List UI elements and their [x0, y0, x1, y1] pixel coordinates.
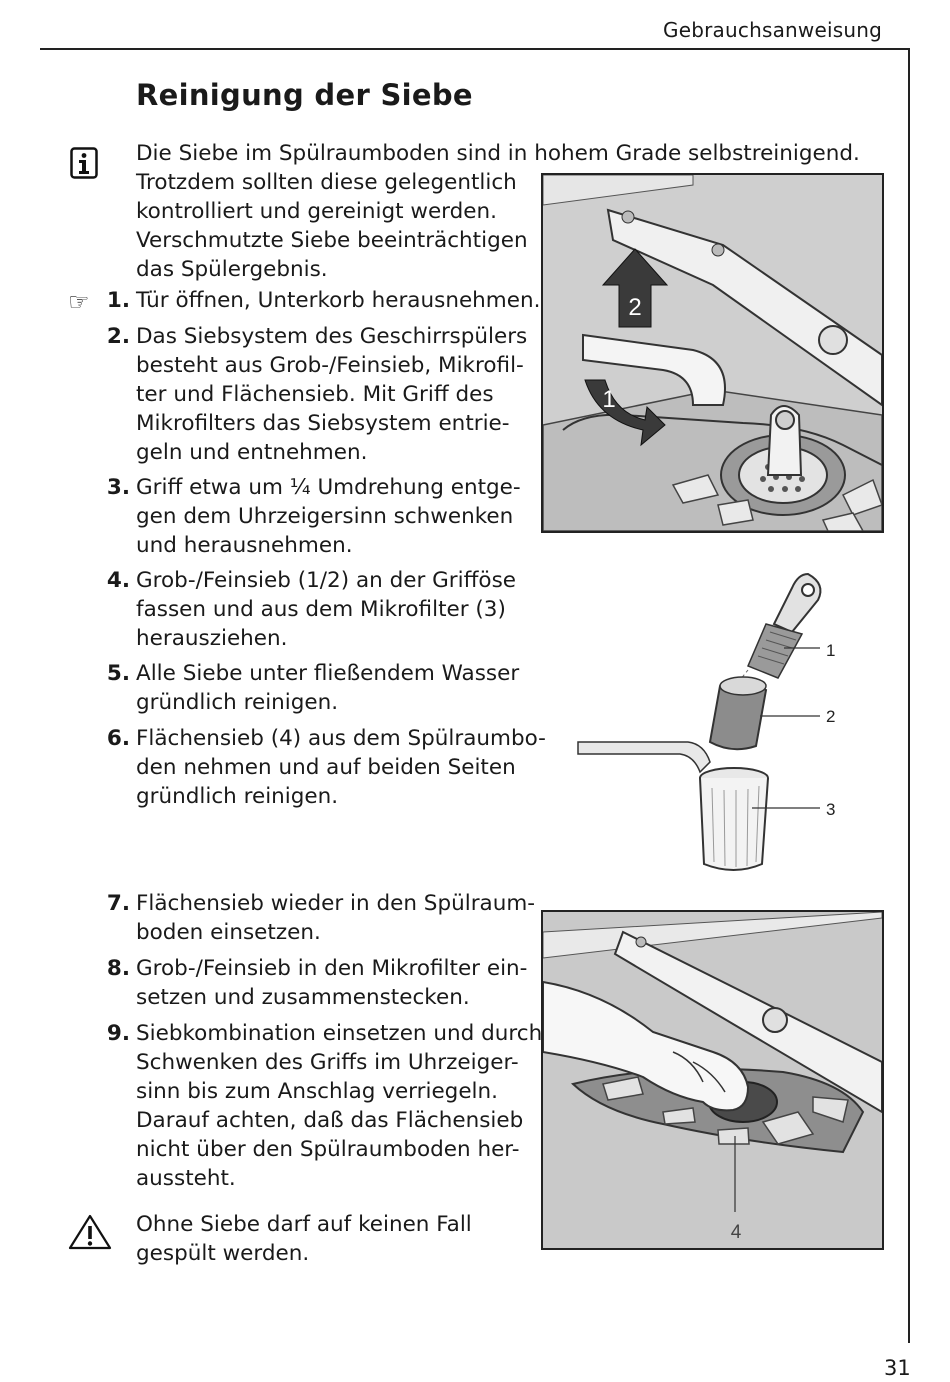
callout-1: 1 [826, 641, 836, 660]
step-number: 9. [106, 1021, 130, 1046]
step-text-line: Alle Siebe unter fließendem Wasser [136, 661, 520, 686]
step-text-line: fassen und aus dem Mikrofilter (3) [136, 597, 506, 622]
pointing-hand-icon: ☞ [68, 288, 90, 316]
step-text-line: sinn bis zum Anschlag verriegeln. [136, 1079, 498, 1104]
step-text-line: gründlich reinigen. [136, 690, 339, 715]
right-margin-rule [908, 48, 910, 1343]
filter-removal-illustration [541, 173, 884, 533]
warning-icon [68, 1214, 112, 1250]
info-line-5: das Spülergebnis. [136, 257, 328, 282]
filter-insertion-illustration [541, 910, 884, 1250]
step-text-line: und herausnehmen. [136, 533, 353, 558]
step-text-line: setzen und zusammenstecken. [136, 985, 470, 1010]
step-text-line: Darauf achten, daß das Flächensieb [136, 1108, 524, 1133]
step-text-line: Griff etwa um ¼ Umdrehung entge- [136, 475, 521, 500]
step-text-line: boden einsetzen. [136, 920, 321, 945]
warning-line-1: Ohne Siebe darf auf keinen Fall [136, 1212, 472, 1237]
arrow-up-label: 2 [628, 294, 642, 321]
info-line-4: Verschmutzte Siebe beeinträchtigen [136, 228, 528, 253]
step-text-line: aussteht. [136, 1166, 236, 1191]
step-text-line: Tür öffnen, Unterkorb herausnehmen. [136, 288, 541, 313]
step-text-line: ter und Flächensieb. Mit Griff des [136, 382, 494, 407]
filter-parts-illustration [570, 566, 850, 876]
step-number: 7. [106, 891, 130, 916]
step-text-line: gründlich reinigen. [136, 784, 339, 809]
callout-4: 4 [730, 1222, 742, 1243]
callout-3: 3 [826, 800, 836, 819]
step-text-line: herausziehen. [136, 626, 288, 651]
step-text-line: Schwenken des Griffs im Uhrzeiger- [136, 1050, 519, 1075]
arrow-down-label: 1 [602, 386, 616, 413]
step-text-line: Flächensieb (4) aus dem Spülraumbo- [136, 726, 546, 751]
info-line-1: Die Siebe im Spülraumboden sind in hohem Grade selbstreinigend. [136, 141, 860, 166]
step-text-line: geln und entnehmen. [136, 440, 368, 465]
step-number: 4. [106, 568, 130, 593]
info-icon [70, 147, 98, 179]
step-text-line: den nehmen und auf beiden Seiten [136, 755, 516, 780]
step-number: 8. [106, 956, 130, 981]
step-text-line: nicht über den Spülraumboden her- [136, 1137, 520, 1162]
info-line-2: Trotzdem sollten diese gelegentlich [136, 170, 517, 195]
callout-2: 2 [826, 707, 836, 726]
step-number: 5. [106, 661, 130, 686]
page-number: 31 [884, 1356, 911, 1380]
header-section-label: Gebrauchsanweisung [663, 18, 882, 42]
step-number: 1. [106, 288, 130, 313]
warning-line-2: gespült werden. [136, 1241, 310, 1266]
step-number: 3. [106, 475, 130, 500]
header-divider [40, 48, 910, 50]
step-text-line: Grob-/Feinsieb (1/2) an der Grifföse [136, 568, 516, 593]
step-text-line: Das Siebsystem des Geschirrspülers [136, 324, 528, 349]
step-number: 6. [106, 726, 130, 751]
step-text-line: Grob-/Feinsieb in den Mikrofilter ein- [136, 956, 528, 981]
page-title: Reinigung der Siebe [136, 78, 473, 112]
step-text-line: Mikrofilters das Siebsystem entrie- [136, 411, 510, 436]
info-line-3: kontrolliert und gereinigt werden. [136, 199, 497, 224]
step-text-line: Flächensieb wieder in den Spülraum- [136, 891, 536, 916]
step-text-line: besteht aus Grob-/Feinsieb, Mikrofil- [136, 353, 524, 378]
step-text-line: Siebkombination einsetzen und durch [136, 1021, 543, 1046]
step-number: 2. [106, 324, 130, 349]
step-text-line: gen dem Uhrzeigersinn schwenken [136, 504, 514, 529]
